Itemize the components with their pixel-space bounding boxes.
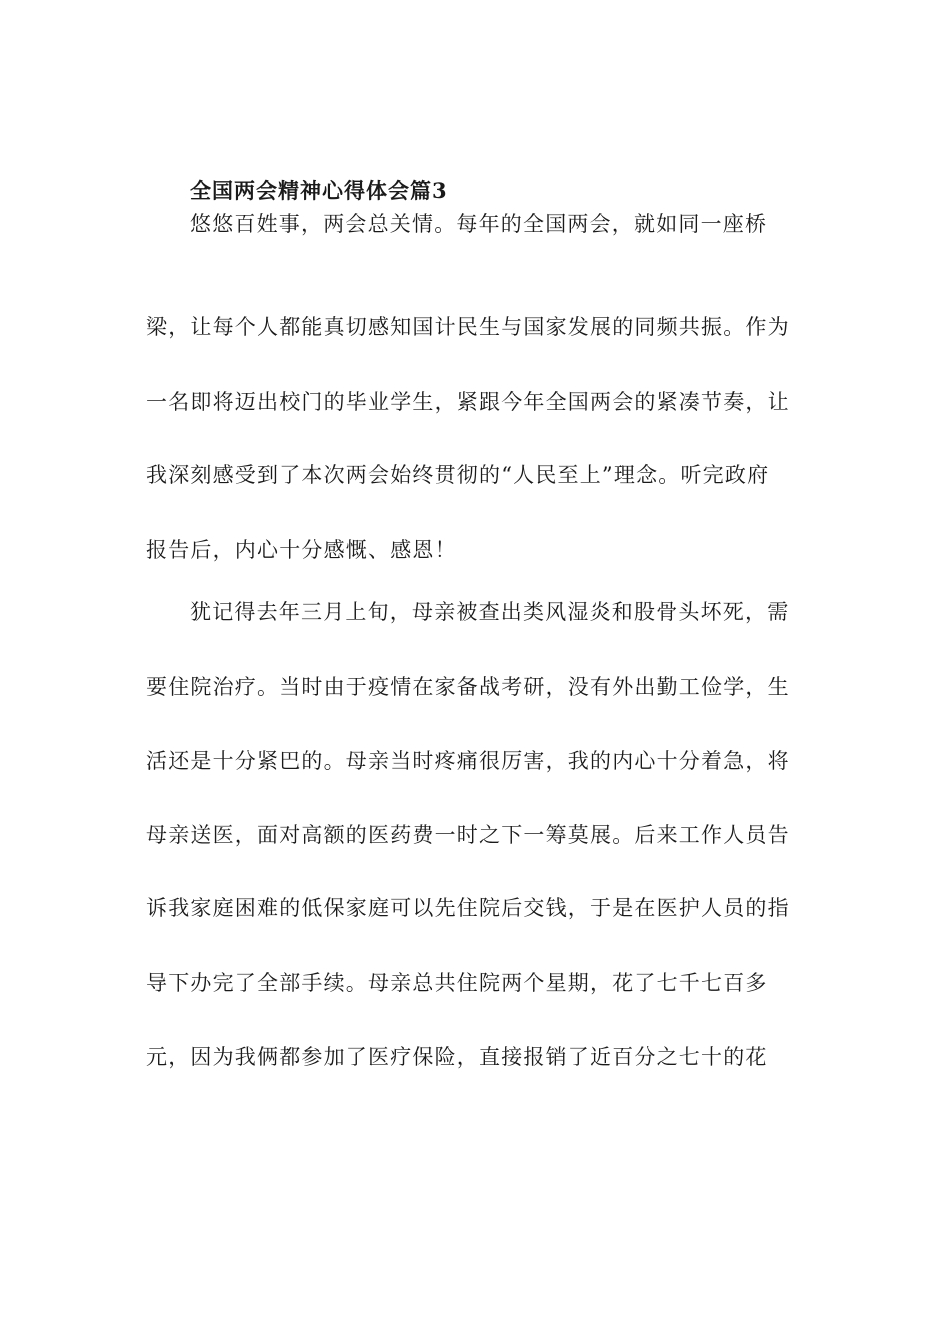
- paragraph-line: 悠悠百姓事，两会总关情。每年的全国两会，就如同一座桥: [190, 212, 768, 236]
- paragraph-line: 报告后，内心十分感慨、感恩！: [146, 538, 457, 562]
- paragraph-line: 活还是十分紧巴的。母亲当时疼痛很厉害，我的内心十分着急，将: [146, 749, 790, 773]
- paragraph-line: 梁，让每个人都能真切感知国计民生与国家发展的同频共振。作为: [146, 315, 790, 339]
- paragraph-line: 导下办完了全部手续。母亲总共住院两个星期，花了七千七百多: [146, 971, 768, 995]
- paragraph-line: 母亲送医，面对高额的医药费一时之下一筹莫展。后来工作人员告: [146, 823, 790, 847]
- paragraph-line: 诉我家庭困难的低保家庭可以先住院后交钱，于是在医护人员的指: [146, 896, 790, 920]
- paragraph-line: 要住院治疗。当时由于疫情在家备战考研，没有外出勤工俭学，生: [146, 675, 790, 699]
- document-title: 全国两会精神心得体会篇3: [190, 178, 448, 203]
- paragraph-line: 我深刻感受到了本次两会始终贯彻的“人民至上”理念。听完政府: [146, 463, 770, 487]
- paragraph-line: 犹记得去年三月上旬，母亲被查出类风湿炎和股骨头坏死，需: [190, 600, 790, 624]
- paragraph-line: 一名即将迈出校门的毕业学生，紧跟今年全国两会的紧凑节奏，让: [146, 390, 790, 414]
- paragraph-line: 元，因为我俩都参加了医疗保险，直接报销了近百分之七十的花: [146, 1045, 768, 1069]
